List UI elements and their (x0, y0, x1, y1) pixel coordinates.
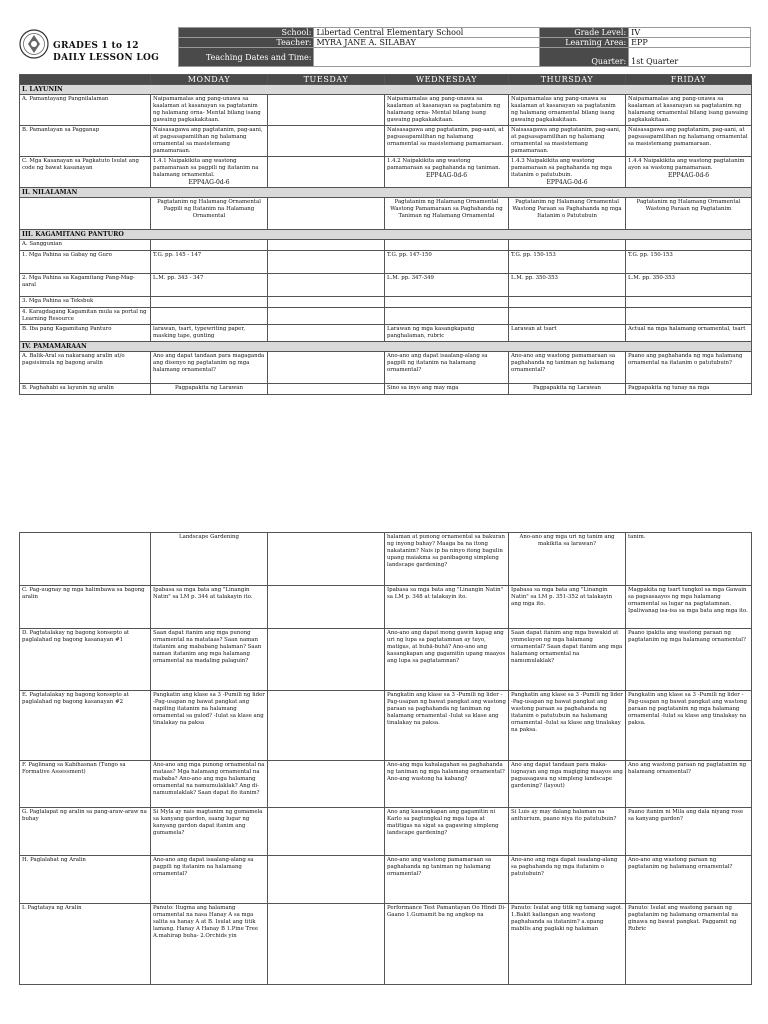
table-cell (385, 856, 509, 904)
table-cell (268, 586, 385, 629)
cell-text: Ano-ano ang wastong pamamaraan sa paghahanda ng taniman ng halamang ornamental? (511, 353, 616, 373)
table-cell (151, 251, 268, 274)
table-cell (509, 384, 626, 395)
table-row (20, 533, 752, 586)
table-cell (626, 126, 752, 157)
table-row (20, 904, 752, 985)
table-cell (268, 95, 385, 126)
cell-text: Sino sa inyo ang may mga (387, 385, 459, 391)
table-cell (509, 308, 626, 325)
table-cell (268, 808, 385, 856)
table-cell (385, 629, 509, 691)
cell-text: Pagpapakita ng tunay na mga (628, 385, 710, 391)
table-cell (509, 325, 626, 342)
table-cell (509, 198, 626, 230)
competency-code: EPP4AG-0d-6 (188, 179, 230, 186)
cell-text: tanim. (628, 534, 646, 540)
cell-text: Pagtatanim ng Halamang Ornamental Wastong Pamamaraan sa Paghahanda ng Taniman ng Halamang Ornamental (390, 199, 503, 219)
table-cell (268, 308, 385, 325)
school-info-table (178, 27, 751, 67)
table-cell (151, 308, 268, 325)
row-label: 2. Mga Pahina sa Kagamitang Pang-Mag-aaral (20, 274, 151, 297)
table-row (20, 352, 752, 384)
table-cell (626, 274, 752, 297)
cell-text: Ano ang dapat tandaan para magaganda ang disenyo ng pagtatanim ng mga halamang ornamental? (153, 353, 265, 373)
table-row (20, 856, 752, 904)
form-title-line-2: DAILY LESSON LOG (53, 53, 160, 63)
cell-text: Ipabasa sa mga bata ang "Linangin Natin" sa LM p. 348 at talakayin ito. (387, 587, 504, 600)
table-cell (151, 297, 268, 308)
cell-text: 1.4.3 Naipakikita ang wastong pamamaraan sa paghahanda ng mga itatanim o patutubuin. (511, 158, 612, 178)
lesson-log-table-1 (19, 74, 752, 395)
table-row (20, 629, 752, 691)
table-cell (509, 157, 626, 188)
table-cell (268, 761, 385, 808)
row-label: F. Paglinang sa Kabihasnan (Tungo sa Formative Assessment) (20, 761, 151, 808)
row-label: 1. Mga Pahina sa Gabay ng Guro (20, 251, 151, 274)
cell-text: halaman at punong ornamental sa bakuran ng inyong bahay? Maaga ba na itong nakatanim? Nais ip ba ninyo itong bagulin upang maiakma sa panibagong simpleng landscape gardening? (387, 534, 505, 568)
teaching-dates-label: Teaching Dates and Time: (179, 48, 314, 67)
table-cell (509, 95, 626, 126)
table-cell (268, 384, 385, 395)
table-row (20, 325, 752, 342)
cell-text: Pagtatanim ng Halamang Ornamental Wastong Paraan sa Paghahanda ng mga Itatanim o Patutubuin (512, 199, 622, 219)
row-label: 4. Karagdagang Kagamitan mula sa portal ng Learning Resource (20, 308, 151, 325)
day-header-thursday: THURSDAY (509, 75, 626, 85)
table-cell (385, 126, 509, 157)
table-cell (151, 629, 268, 691)
table-cell (626, 904, 752, 985)
cell-text: T.G. pp. 150-153 (511, 252, 556, 258)
table-cell (385, 691, 509, 761)
table-cell (626, 325, 752, 342)
cell-text: Si Luis ay may dalang halaman na anthurium, paano niya ito patutubuin? (511, 809, 617, 822)
table-cell (385, 352, 509, 384)
cell-text: Ano ang kasangkapan ang gagamitin ni Karlo sa pagtungkal ng mga lupa at matitigas na sigat sa gagawing simpleng landscape gardening? (387, 809, 499, 836)
table-cell (268, 325, 385, 342)
day-header-friday: FRIDAY (626, 75, 752, 85)
cell-text: Pagtatanim ng Halamang Ornamental Wastong Paraan ng Pagtatanim (636, 199, 741, 212)
table-cell (268, 352, 385, 384)
table-row (20, 384, 752, 395)
table-cell (151, 274, 268, 297)
table-cell (151, 352, 268, 384)
table-cell (626, 629, 752, 691)
table-row (20, 198, 752, 230)
table-cell (151, 325, 268, 342)
cell-text: 1.4.4 Naipakikita ang wastong pagtatanim ayon sa wastong pamamaraan. (628, 158, 745, 171)
quarter-value: 1st Quarter (629, 48, 751, 67)
table-cell (151, 240, 268, 251)
table-cell (385, 308, 509, 325)
cell-text: Panuto: Isulat ang titik ng tamang sagot. 1.Bakit kailangan ang wastong paghahanda sa itatanim? a.upang mabilis ang paglaki ng halaman (511, 905, 623, 932)
cell-text: Panuto: Itugma ang halamang ornamental na nasa Hanay A sa mga salita sa hanay A at B. Isulat ang titik lamang. Hanay A Hanay B 1.Pine Tree A.mahirap buha- 2.Orchids yin (153, 905, 259, 939)
row-label: C. Mga Kasanayan sa Pagkatuto Isulat ang code ng bawat kasanayan (20, 157, 151, 188)
table-cell (268, 856, 385, 904)
row-label: H. Paglalahat ng Aralin (20, 856, 151, 904)
day-header-wednesday: WEDNESDAY (385, 75, 509, 85)
table-row (20, 95, 752, 126)
table-cell (385, 586, 509, 629)
table-cell (626, 808, 752, 856)
table-cell (626, 308, 752, 325)
table-cell (151, 761, 268, 808)
row-label: E. Pagtatalakay ng bagong konsepto at paglalahad ng bagong kasanayan #2 (20, 691, 151, 761)
table-cell (385, 95, 509, 126)
school-label: School: (179, 28, 314, 38)
cell-text: Ipabasa sa mga bata ang "Linangin Natin" sa LM p. 351-352 at talakayin ang mga ito. (511, 587, 613, 607)
table-cell (151, 157, 268, 188)
table-cell (626, 297, 752, 308)
table-cell (268, 126, 385, 157)
row-label: B. Paghahabi sa layunin ng aralin (20, 384, 151, 395)
section-heading: II. NILALAMAN (20, 188, 752, 198)
table-cell (626, 251, 752, 274)
cell-text: Panuto: Isulat ang wastong paraan ng pagtatanim ng halamang ornamental na ginawa ng bawat pangkat. Paggamit ng Rubric (628, 905, 738, 932)
row-label: C. Pag-uugnay ng mga halimbawa sa bagong aralin (20, 586, 151, 629)
table-cell (385, 808, 509, 856)
row-label: B. Iba pang Kagamitang Panturo (20, 325, 151, 342)
table-cell (626, 198, 752, 230)
cell-text: Naipamamalas ang pang-unawa sa kaalaman at kasanayan sa pagtatanim ng halamang orna- Mental bilang isang gawaing pagkakakitaan. (153, 96, 261, 123)
teaching-dates-value (314, 48, 539, 67)
page-header (19, 27, 751, 74)
lesson-log-body-1 (20, 85, 752, 395)
table-row (20, 157, 752, 188)
cell-text: Paano ang paghahanda ng mga halamang ornamental na itatanim o patutubuin? (628, 353, 743, 366)
table-row (20, 240, 752, 251)
table-cell (626, 384, 752, 395)
cell-text: Ano-ano ang mga dapat isaalang-alang sa paghahanda ng mga itatanim o patutubuin? (511, 857, 618, 877)
cell-text: Pangkatin ang klase sa 3 -Pumili ng lider -Pag-usapan ng bawat pangkat ang napiling itatanim na halamang ornamental sa gulod? -Iulat sa klase ang tinalakay na paksa (153, 692, 265, 726)
table-cell (626, 95, 752, 126)
table-row (20, 761, 752, 808)
cell-text: Naipamamalas ang pang-unawa sa kaalaman at kasanayan sa pagtatanim ng halamang orna- Mental bilang isang gawaing pagkakakitaan. (387, 96, 501, 123)
row-label: 3. Mga Pahina sa Teksbuk (20, 297, 151, 308)
cell-text: Ano-ang mga kahalagahan sa paghahanda ng taniman ng mga halamang ornamental? Ano-ang wastong ha kabang? (387, 762, 505, 782)
dll-page-1 (19, 27, 751, 395)
cell-text: Pangkatin ang klase sa 3 -Pumili ng lider -Pag-usapan ng bawat pangkat ang wastong paraan ng pagtatanim ng mga halamang ornamental -Iulat sa klase ang tinalakay na paksa. (628, 692, 747, 726)
dll-page-2 (19, 532, 751, 985)
cell-text: Pangkatin ang klase sa 3 -Pumili ng lider -Pag-usapan ng bawat pangkat ang wastong paraan sa paghahanda ng itatanim o patutubuin na halamang ornamental -Iulat sa klase ang tinalakay na paksa. (511, 692, 623, 733)
table-cell (626, 352, 752, 384)
cell-text: Ano ang wastong paraan ng pagtatanim ng halamang ornamental? (628, 762, 747, 775)
table-cell (268, 297, 385, 308)
table-cell (151, 533, 268, 586)
table-cell (268, 240, 385, 251)
cell-text: Pagtatanim ng Halamang Ornamental Pagpili ng Itatanim na Halamang Ornamental (157, 199, 261, 219)
table-cell (268, 251, 385, 274)
table-cell (151, 384, 268, 395)
table-cell (509, 297, 626, 308)
table-cell (509, 856, 626, 904)
competency-code: EPP4AG-0d-6 (546, 179, 588, 186)
table-cell (385, 384, 509, 395)
cell-text: Naipamamalas ang pang-unawa sa kaalaman at kasanayan sa pagtatanim ng halamang ornamental bilang isang gawaing pagkakakitaan. (511, 96, 616, 123)
cell-text: Ano-ano ang dapat isaalang-alang sa pagpili ng itatanim na halamang ornamental? (387, 353, 488, 373)
table-cell (626, 157, 752, 188)
cell-text: Paano itanim ni Mila ang dala niyang rose sa kanyang gardon? (628, 809, 744, 822)
table-cell (385, 198, 509, 230)
table-row (20, 297, 752, 308)
section-row (20, 342, 752, 352)
table-cell (509, 274, 626, 297)
cell-text: T.G. pp. 150-153 (628, 252, 673, 258)
row-label: A. Sanggunian (20, 240, 151, 251)
quarter-label: Quarter: (539, 48, 628, 67)
lesson-log-table-2 (19, 532, 752, 985)
teacher-label: Teacher: (179, 38, 314, 48)
cell-text: T.G. pp. 147-150 (387, 252, 432, 258)
table-row (20, 274, 752, 297)
grade-level-value: IV (629, 28, 751, 38)
table-cell (626, 586, 752, 629)
table-cell (509, 761, 626, 808)
cell-text: Magpakita ng tsart tungkol sa mga Gawain sa pagsasaayos ng mga halamang ornamental sa lugar na pagtatamnan. Ipaliwanag isa-isa sa mga bata ang mga ito. (628, 587, 748, 614)
cell-text: L.M. pp. 347-349 (387, 275, 434, 281)
cell-text: Ano-ano ang dapat mong gawin kapag ang uri ng lupa sa pagtatamnan ay tuyo, matigas, at buhā-buhā? Ano-ano ang kasangkapan ang gagamitin upang maayos ang lupa sa pagtatamnan? (387, 630, 506, 664)
table-cell (626, 856, 752, 904)
table-cell (268, 274, 385, 297)
cell-text: 1.4.1 Naipakikita ang wastong pamamaraan sa pagpili ng itatanim na halamang ornamental. (153, 158, 259, 178)
school-value: Libertad Central Elementary School (314, 28, 539, 38)
blank-corner-header (20, 75, 151, 85)
table-cell (385, 240, 509, 251)
table-cell (151, 198, 268, 230)
cell-text: Actual na mga halamang ornamental, tsart (628, 326, 746, 332)
form-title (53, 40, 159, 64)
table-cell (385, 325, 509, 342)
table-cell (509, 904, 626, 985)
cell-text: Landscape Gardening (179, 534, 239, 540)
cell-text: Saan dapat itanim ang mga punong ornamental na matataas? Saan naman itatanim ang mababang halaman? Saan naman itatanim ang mga halamang ornamental na madaling palaguin? (153, 630, 262, 664)
competency-code: EPP4AG-0d-6 (425, 172, 468, 179)
cell-text: Pagpapakita ng Larawan (533, 385, 601, 391)
cell-text: Naisasagawa ang pagtatanim, pag-aani, at pagsasapamilihan ng halamang ornamental sa masistemang pamamaraan. (511, 127, 621, 154)
cell-text: Performance Test Pamantayan Oo Hindi Di-Gaano 1.Gumamit ba ng angkop na (387, 905, 506, 918)
grade-level-label: Grade Level: (539, 28, 628, 38)
section-heading: IV. PAMAMARAAN (20, 342, 752, 352)
table-row (20, 308, 752, 325)
section-row (20, 188, 752, 198)
table-cell (385, 297, 509, 308)
cell-text: L.M. pp. 343 - 347 (153, 275, 204, 281)
row-label: A. Pamantayang Pangnilalaman (20, 95, 151, 126)
table-cell (268, 157, 385, 188)
learning-area-value: EPP (629, 38, 751, 48)
table-cell (268, 904, 385, 985)
cell-text: 1.4.2 Naipakikita ang wastong pamamaraan sa paghahanda ng taniman. (387, 158, 501, 171)
cell-text: larawan, tsart, typewriting paper, masking tape, gunting (153, 326, 246, 339)
table-cell (509, 533, 626, 586)
row-label: A. Balik-Aral sa nakaraang aralin at/o pagsisimula ng bagong aralin (20, 352, 151, 384)
table-cell (509, 586, 626, 629)
table-cell (509, 629, 626, 691)
cell-text: Pagpapakita ng Larawan (175, 385, 243, 391)
cell-text: Ano ang dapat tandaan para maka-iugnayan ang mga magiging maayos ang pagsasagawa ng simpleng landscape gardening? (layout) (511, 762, 623, 789)
cell-text: Ano-ano ang dapat isaalang-alang sa pagpili ng itatanim na halamang ornamental? (153, 857, 254, 877)
table-cell (151, 126, 268, 157)
teacher-value: MYRA JANE A. SILABAY (314, 38, 539, 48)
section-row (20, 85, 752, 95)
table-cell (151, 586, 268, 629)
table-cell (385, 904, 509, 985)
table-cell (626, 240, 752, 251)
cell-text: Ano-ano ang wastong pamamaraan sa paghahanda ng taniman ng halamang ornamental? (387, 857, 492, 877)
cell-text: Ano-ano ang wastong paraan ng pagtatanim ng halamang ornamental? (628, 857, 733, 870)
cell-text: Naisasagawa ang pagtatanim, pag-aani, at pagsasapamilihan ng halamang ornamental sa masistemang pamamaraan. (628, 127, 748, 147)
cell-text: L.M. pp. 350-353 (628, 275, 675, 281)
cell-text: Ano-ano ang mga punong ornamental na mataas? Mga halamang ornamental na mababa? Ano-ano ang mga halamang ornamental na namumulaklak? Ang di-namumulaklak? Saan dapat ito itanim? (153, 762, 265, 796)
cell-text: Naipamamalas ang pang-unawa sa kaalaman at kasanayan sa pagtatanim ng halamang ornamental bilang isang gawaing pagkakakitaan. (628, 96, 748, 123)
cell-text: Paano ipakita ang wastong paraan ng pagtatanim ng mga halamang ornamental? (628, 630, 746, 643)
cell-text: Pangkatin ang klase sa 3 -Pumili ng lider -Pag-usapan ng bawat pangkat ang wastong paraan sa paghahanda ng taniman ng halamang ornamental -Iulat sa klase ang tinalakay na paksa. (387, 692, 506, 726)
row-label: I. Pagtataya ng Aralin (20, 904, 151, 985)
day-header-monday: MONDAY (151, 75, 268, 85)
table-cell (509, 352, 626, 384)
cell-text: Saan dapat itanim ang mga buwakid at ymmelayon ng mga halamang ornamental? Saan dapat itanim ang mga halamang ornamental na namumulaklak? (511, 630, 623, 664)
table-cell (151, 95, 268, 126)
row-label: D. Pagtatalakay ng bagong konsepto at paglalahad ng bagong kasanayan #1 (20, 629, 151, 691)
deped-seal-icon (19, 27, 49, 61)
table-row (20, 691, 752, 761)
learning-area-label: Learning Area: (539, 38, 628, 48)
table-cell (268, 629, 385, 691)
table-cell (626, 691, 752, 761)
table-cell (626, 533, 752, 586)
form-title-line-1: GRADES 1 to 12 (53, 41, 139, 51)
table-cell (626, 761, 752, 808)
table-cell (385, 157, 509, 188)
section-heading: I. LAYUNIN (20, 85, 752, 95)
table-cell (509, 251, 626, 274)
row-label (20, 533, 151, 586)
table-cell (385, 533, 509, 586)
table-cell (385, 251, 509, 274)
cell-text: Si Myla ay nais magtanim ng gumamela sa kanyang gardon, saang lugar ng kanyang gardon dapat itanim ang gumamela? (153, 809, 263, 836)
section-heading: III. KAGAMITANG PANTURO (20, 230, 752, 240)
table-row (20, 251, 752, 274)
table-cell (268, 198, 385, 230)
table-cell (509, 808, 626, 856)
table-cell (151, 904, 268, 985)
cell-text: L.M. pp. 350-353 (511, 275, 558, 281)
table-cell (151, 691, 268, 761)
table-cell (509, 126, 626, 157)
cell-text: Ano-ano ang mga uri ng tanim ang makikita sa larawan? (519, 534, 615, 547)
table-cell (151, 808, 268, 856)
competency-code: EPP4AG-0d-6 (667, 172, 710, 179)
cell-text: Naisasagawa ang pagtatanim, pag-aani, at pagsasapamilihan ng halamang ornamental sa masistemang pamamaraan. (153, 127, 263, 154)
table-cell (151, 856, 268, 904)
row-label (20, 198, 151, 230)
cell-text: Ipabasa sa mga bata ang "Linangin Natin" sa LM p. 344 at talakayin ito. (153, 587, 253, 600)
table-cell (268, 691, 385, 761)
table-cell (385, 761, 509, 808)
table-cell (268, 533, 385, 586)
row-label: G. Paglalapat ng aralin sa pang-araw-araw na buhay (20, 808, 151, 856)
cell-text: Larawan ng mga kasangkapang panghalaman, rubric (387, 326, 475, 339)
cell-text: T.G. pp. 145 - 147 (153, 252, 202, 258)
table-cell (385, 274, 509, 297)
day-header-tuesday: TUESDAY (268, 75, 385, 85)
table-cell (509, 240, 626, 251)
lesson-log-body-2 (20, 533, 752, 985)
table-cell (509, 691, 626, 761)
table-row (20, 126, 752, 157)
cell-text: Larawan at tsart (511, 326, 557, 332)
row-label: B. Pamantayan sa Pagganap (20, 126, 151, 157)
table-row (20, 808, 752, 856)
cell-text: Naisasagawa ang pagtatanim, pag-aani, at pagsasapamilihan ng halamang ornamental sa masistemang pamamaraan. (387, 127, 504, 147)
table-row (20, 586, 752, 629)
section-row (20, 230, 752, 240)
